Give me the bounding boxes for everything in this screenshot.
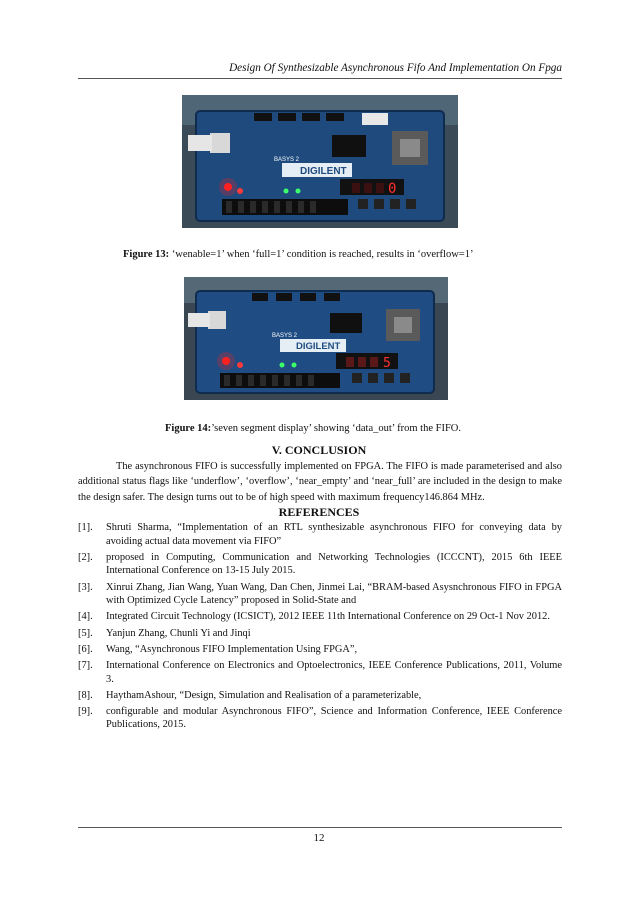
reference-item	[78, 659, 562, 686]
svg-text:BASYS 2: BASYS 2	[272, 333, 298, 339]
running-header: Design Of Synthesizable Asynchronous Fifo And Implementation On Fpga	[229, 62, 562, 74]
reference-text: configurable and modular Asynchronous FIFO”, Science and Information Conference, IEEE Conference Publications, 2015.	[106, 705, 562, 731]
reference-item	[78, 581, 562, 608]
reference-number: [9].	[78, 705, 93, 717]
conclusion-heading: V. CONCLUSION	[271, 443, 367, 457]
reference-item	[78, 551, 562, 578]
reference-text: Integrated Circuit Technology (ICSICT), 2012 IEEE 11th International Conference on 29 Oct-1 Nov 2012.	[106, 611, 550, 623]
fpga-board-image	[184, 277, 448, 400]
figure-13-label: Figure 13:	[123, 249, 170, 260]
reference-number: [8].	[78, 689, 93, 701]
reference-number: [1].	[78, 522, 93, 533]
figure-14-caption-text: ’seven segment display’ showing ‘data_out’ from the FIFO.	[211, 423, 462, 434]
reference-text: Shruti Sharma, “Implementation of an RTL synthesizable asynchronous FIFO for conveying data by avoiding actual data movement via FIFO”	[106, 522, 562, 547]
reference-number: [6].	[78, 643, 93, 655]
reference-text: Xinrui Zhang, Jian Wang, Yuan Wang, Dan Chen, Jinmei Lai, “BRAM-based Asysnchronous FIFO in FPGA with Optimized Cycle Latency” proposed in Solid-State and	[106, 581, 562, 607]
figure-13-photo	[182, 95, 458, 228]
reference-item	[78, 689, 562, 703]
figure-14-photo	[184, 277, 448, 400]
reference-item	[78, 705, 562, 732]
reference-number: [2].	[78, 551, 93, 563]
page-number: 12	[313, 832, 325, 844]
reference-item	[78, 521, 562, 548]
reference-number: [4].	[78, 611, 93, 623]
svg-text:BASYS 2: BASYS 2	[274, 157, 300, 163]
reference-list	[78, 521, 562, 735]
svg-text:0: 0	[388, 181, 397, 197]
reference-number: [3].	[78, 581, 93, 593]
conclusion-paragraph: The asynchronous FIFO is successfully implemented on FPGA. The FIFO is made parameterised and also additional status flags like ‘underflow’, ‘overflow’, ‘near_empty’ and ‘near_full’ are included in the design to make the design safer. The design turns out to be of high speed with maximum frequency146.864 MHz.	[78, 461, 562, 503]
svg-text:DIGILENT: DIGILENT	[296, 341, 341, 352]
reference-text: Yanjun Zhang, Chunli Yi and Jinqi	[106, 627, 251, 639]
figure-13-caption	[123, 249, 473, 260]
fpga-board-image	[182, 95, 458, 228]
figure-13-caption-text: ‘wenable=1’ when ‘full=1’ condition is reached, results in ‘overflow=1’	[169, 249, 474, 260]
header-rule	[78, 78, 562, 79]
reference-number: [5].	[78, 627, 93, 639]
svg-text:DIGILENT: DIGILENT	[300, 166, 347, 177]
figure-14-label: Figure 14:	[165, 423, 212, 434]
reference-number: [7].	[78, 659, 93, 671]
reference-item	[78, 643, 562, 657]
reference-text: HaythamAshour, “Design, Simulation and Realisation of a parameterizable,	[106, 689, 422, 701]
reference-text: proposed in Computing, Communication and Networking Technologies (ICCCNT), 2015 6th IEEE International Conference on 13-15 July 2015.	[106, 551, 562, 577]
reference-text: International Conference on Electronics and Optoelectronics, IEEE Conference Publications, 2011, Volume 3.	[106, 659, 562, 685]
reference-item	[78, 610, 562, 624]
references-heading: REFERENCES	[278, 505, 360, 519]
figure-14-caption	[165, 423, 461, 434]
svg-text:5: 5	[383, 356, 391, 371]
reference-item	[78, 627, 562, 641]
reference-text: Wang, “Asynchronous FIFO Implementation Using FPGA”,	[106, 643, 358, 655]
footer-rule	[78, 827, 562, 828]
